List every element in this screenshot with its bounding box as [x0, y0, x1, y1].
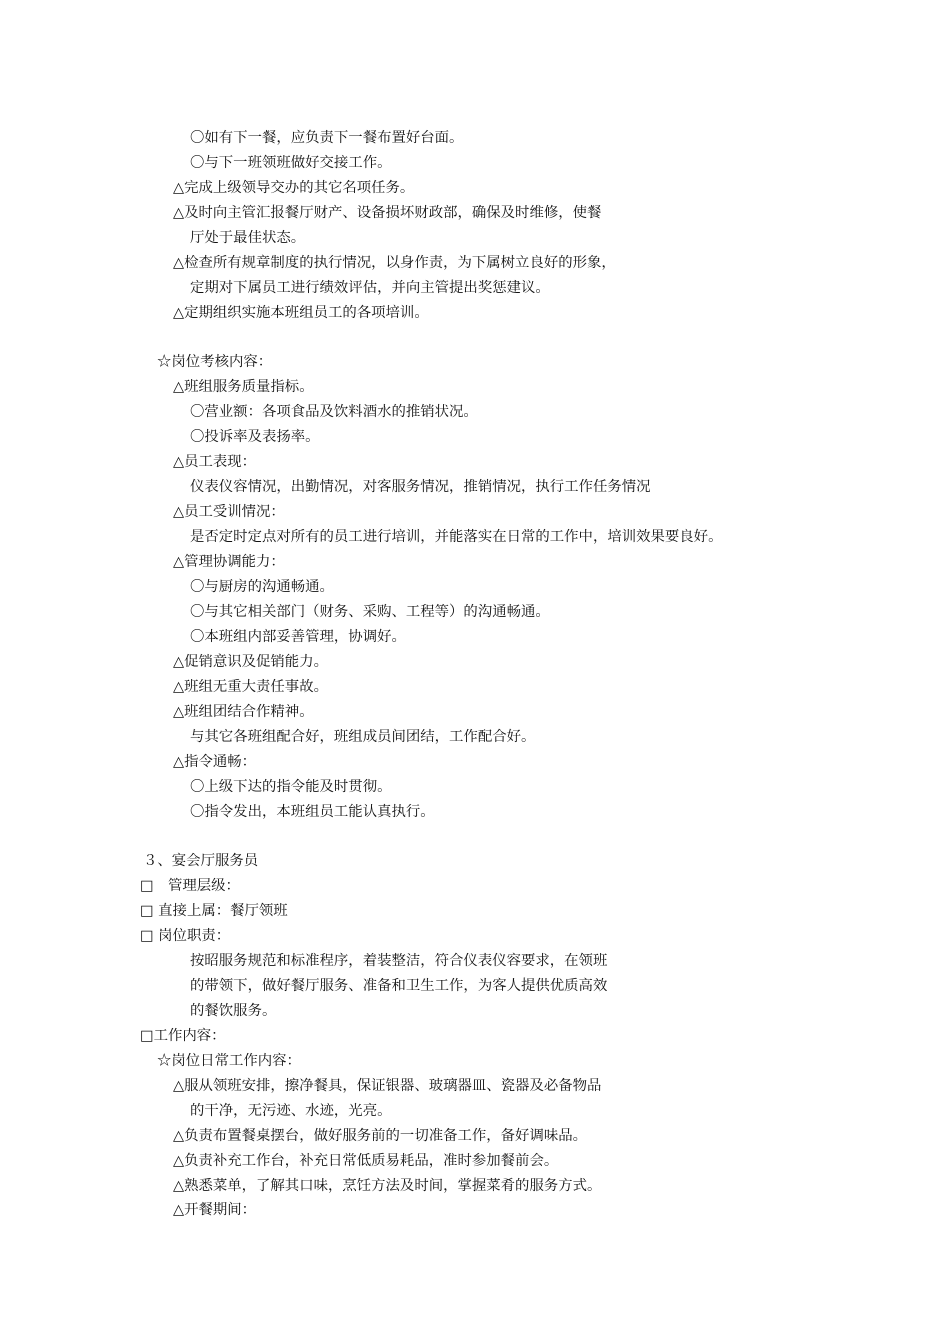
text-line: △完成上级领导交办的其它名项任务。	[173, 180, 415, 196]
text-line: □ 管理层级：	[140, 878, 240, 894]
text-line: △员工受训情况：	[173, 504, 285, 520]
text-line: 是否定时定点对所有的员工进行培训，并能落实在日常的工作中，培训效果要良好。	[190, 529, 723, 545]
text-line: △班组服务质量指标。	[173, 379, 314, 395]
text-line: 〇本班组内部妥善管理，协调好。	[190, 629, 406, 645]
text-line: 仪表仪容情况，出勤情况，对客服务情况，推销情况，执行工作任务情况	[190, 479, 651, 495]
section-heading: ☆岗位日常工作内容：	[157, 1053, 301, 1069]
text-line: △管理协调能力：	[173, 554, 285, 570]
text-line: 按昭服务规范和标准程序，着装整洁，符合仪表仪容要求，在领班	[190, 953, 608, 969]
text-line: 的带领下，做好餐厅服务、准备和卫生工作，为客人提供优质高效	[190, 978, 608, 994]
text-line: △班组无重大责任事故。	[173, 679, 328, 695]
text-line: 定期对下属员工进行绩效评估，并向主管提出奖惩建议。	[190, 280, 550, 296]
text-line: 的干净，无污迹、水迹，光亮。	[190, 1103, 392, 1119]
text-line: 〇营业额：各项食品及饮料酒水的推销状况。	[190, 404, 478, 420]
text-line: △检查所有规章制度的执行情况，以身作责，为下属树立良好的形象，	[173, 255, 616, 271]
text-line: 〇与厨房的沟通畅通。	[190, 579, 334, 595]
text-line: △定期组织实施本班组员工的各项培训。	[173, 305, 429, 321]
section-heading: ３、宴会厅服务员	[143, 853, 259, 869]
text-line: □ 岗位职责：	[140, 928, 231, 944]
text-line: 〇与下一班领班做好交接工作。	[190, 155, 392, 171]
text-line: 厅处于最佳状态。	[190, 230, 306, 246]
text-line: △负责布置餐桌摆台，做好服务前的一切准备工作，备好调味品。	[173, 1128, 588, 1144]
text-line: △班组团结合作精神。	[173, 704, 314, 720]
text-line: 〇如有下一餐，应负责下一餐布置好台面。	[190, 130, 464, 146]
text-line: 〇上级下达的指令能及时贯彻。	[190, 779, 392, 795]
text-line: △指令通畅：	[173, 754, 257, 770]
text-line: △促销意识及促销能力。	[173, 654, 328, 670]
text-line: △服从领班安排，擦净餐具，保证银器、玻璃器皿、瓷器及必备物品	[173, 1078, 602, 1094]
text-line: 〇指令发出，本班组员工能认真执行。	[190, 804, 435, 820]
text-line: △负责补充工作台，补充日常低质易耗品，准时参加餐前会。	[173, 1153, 559, 1169]
text-line: 与其它各班组配合好，班组成员间团结，工作配合好。	[190, 729, 536, 745]
section-heading: ☆岗位考核内容：	[157, 354, 273, 370]
text-line: △开餐期间：	[173, 1202, 257, 1218]
text-line: △员工表现：	[173, 454, 257, 470]
text-line: 〇与其它相关部门（财务、采购、工程等）的沟通畅通。	[190, 604, 550, 620]
text-line: □工作内容：	[140, 1028, 226, 1044]
text-line: □ 直接上属：餐厅领班	[140, 903, 288, 919]
text-line: △及时向主管汇报餐厅财产、设备损坏财政部，确保及时维修，使餐	[173, 205, 602, 221]
text-line: 的餐饮服务。	[190, 1003, 277, 1019]
text-line: 〇投诉率及表扬率。	[190, 429, 320, 445]
text-line: △熟悉菜单，了解其口味，烹饪方法及时间，掌握菜肴的服务方式。	[173, 1178, 602, 1194]
